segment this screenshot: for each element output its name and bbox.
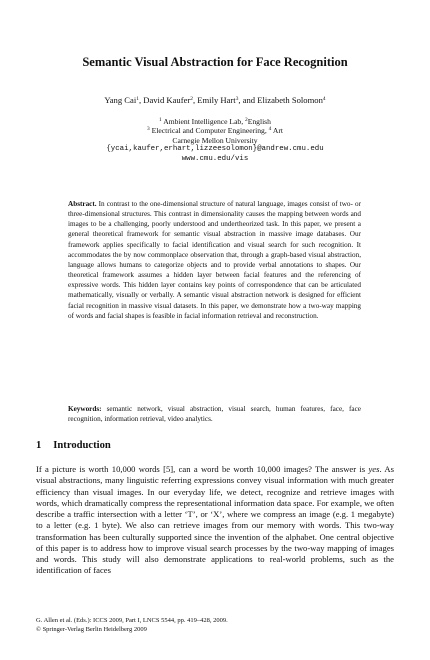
abstract xyxy=(68,199,361,321)
citation-line: G. Allen et al. (Eds.): ICCS 2009, Part I, LNCS 5544, pp. 419–428, 2009. xyxy=(36,617,228,624)
affiliations xyxy=(0,117,430,164)
author-name: Emily Hart xyxy=(197,95,236,105)
author-affiliation-mark: 4 xyxy=(322,96,326,102)
author-affiliation-mark: 3 xyxy=(235,96,239,102)
author-affiliation-mark: 2 xyxy=(190,96,193,102)
intro-text: If a picture is worth 10,000 words [5], can a word be worth 10,000 images? The answer is xyxy=(36,464,369,474)
author-name: Yang Cai xyxy=(104,95,137,105)
abstract-text: In contrast to the one-dimensional structure of natural language, images consist of two- or three-dimensional structures. This contrast in dimensionality causes the mapping between words and images to be a challenging, poorly understood and undertheorized task. In this paper, we present a general theoretical framework for semantic visual abstraction in massive image databases. Our framework applies specifically to facial identification and visual search for such recognition. It accommodates the by now commonplace observation that, through a graph-based visual abstraction, language allows humans to categorize objects and to provide verbal annotations to shapes. Our theoretical framework assumes a hidden layer between facial features and the referencing of expressive words. This hidden layer contains key points of correspondence that can be articulated mathematically, visually or verbally. A semantic visual abstraction network is designed for efficient facial recognition in massive visual datasets. In this paper, we demonstrate how a two-way mapping of words and facial shapes is feasible in facial information retrieval and reconstruction. xyxy=(68,200,361,320)
author-affiliation-mark: 1 xyxy=(136,96,139,102)
keywords xyxy=(68,404,361,424)
introduction-paragraph xyxy=(36,464,394,577)
author-separator: , xyxy=(138,95,144,105)
affiliation-line xyxy=(0,117,430,126)
abstract-label: Abstract. xyxy=(68,200,97,208)
affiliation-text: Art xyxy=(271,126,283,136)
paper-title: Semantic Visual Abstraction for Face Recognition xyxy=(82,55,348,69)
author-emails[interactable]: {ycai,kaufer,erhart,lizzeesolomon}@andrew.cmu.edu xyxy=(106,145,324,154)
author-separator: , xyxy=(192,95,198,105)
author-name: David Kaufer xyxy=(143,95,191,105)
author-name: Elizabeth Solomon xyxy=(257,95,323,105)
intro-emphasis: yes xyxy=(368,464,380,474)
affiliation-line xyxy=(0,126,430,135)
author-separator: , and xyxy=(238,95,258,105)
author-list xyxy=(0,95,430,105)
affiliation-mark: 1 xyxy=(159,117,162,123)
intro-text: . As visual abstractions, many linguistic referring expressions convey visual information with much greater efficiency than visual images. In our everyday life, we detect, recognize and retrieve images with words, which dramatically compress the representational information data space. For example, we often describe a traffic intersection with a letter ‘T’, or ‘X’, where we compress an image (e.g. 1 megabyte) to a letter (e.g. 1 byte). We also can retrieve images from our memory with words. This two-way transformation has been culturally supported since the invention of the alphabet. One central objective of this paper is to address how to improve visual search processes by the two-way mapping of images and words. This study will also demonstrate applications to real-world problems, such as the identification of faces xyxy=(36,464,394,576)
affiliation-text: English xyxy=(247,117,271,126)
keywords-text: semantic network, visual abstraction, visual search, human features, face, face recognition, information retrieval, video analytics. xyxy=(68,405,361,424)
affiliation-text: Ambient Intelligence Lab, xyxy=(161,117,246,126)
affiliation-mark: 4 xyxy=(268,126,272,133)
copyright-line: © Springer-Verlag Berlin Heidelberg 2009 xyxy=(36,625,147,633)
university-name: Carnegie Mellon University xyxy=(172,135,258,145)
page-footer xyxy=(36,617,228,634)
affiliation-mark: 2 xyxy=(245,117,248,123)
keywords-label: Keywords: xyxy=(68,405,102,413)
section-heading xyxy=(36,440,111,451)
section-number: 1 xyxy=(36,440,42,451)
affiliation-text: Electrical and Computer Engineering, xyxy=(149,126,269,136)
project-url[interactable]: www.cmu.edu/vis xyxy=(181,154,249,163)
section-title: Introduction xyxy=(53,440,111,451)
affiliation-mark: 3 xyxy=(147,126,150,133)
